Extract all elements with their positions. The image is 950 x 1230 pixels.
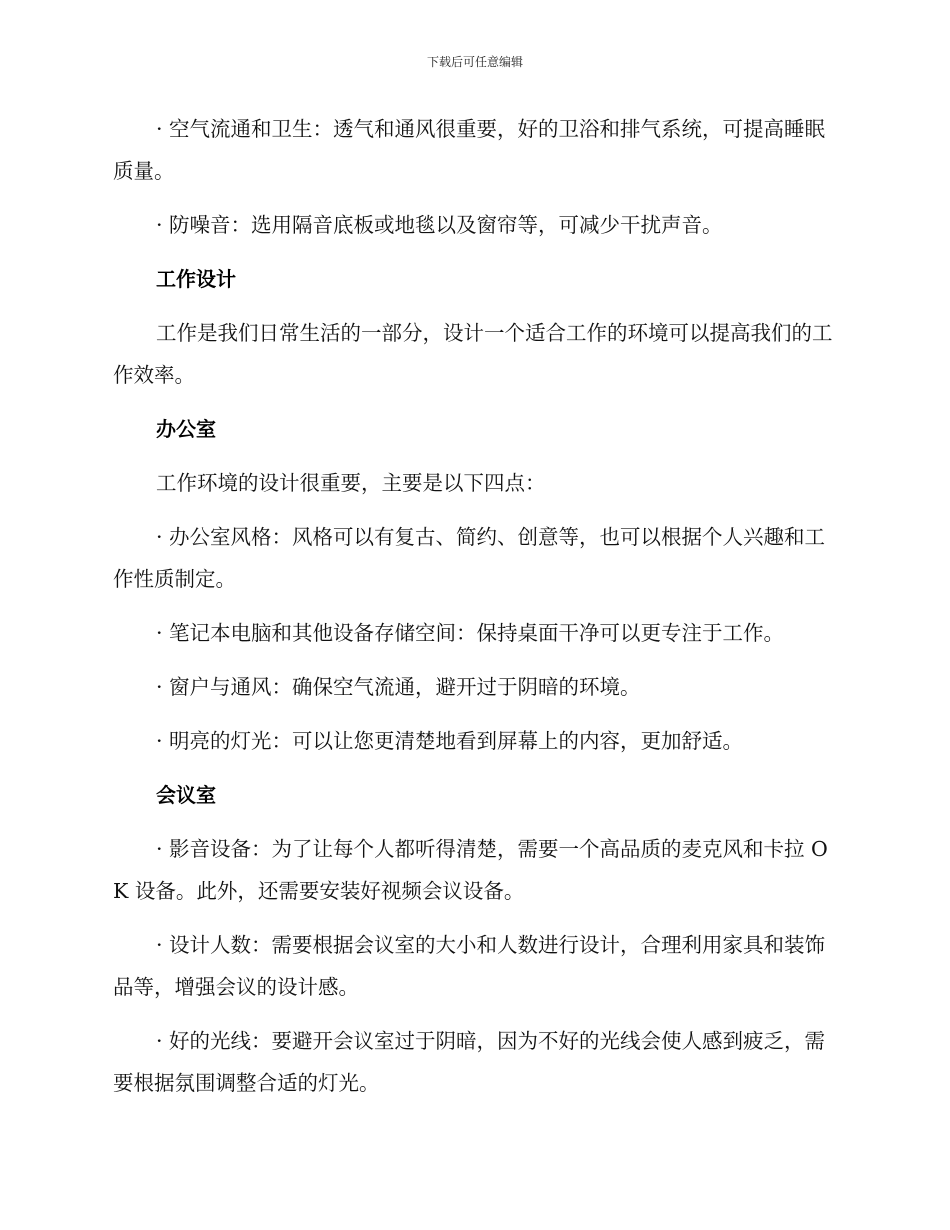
- paragraph-gap: [113, 1008, 837, 1020]
- header-note: 下载后可任意编辑: [426, 55, 523, 69]
- paragraph-noise: · 防噪音：选用隔音底板或地毯以及窗帘等，可减少干扰声音。: [156, 213, 723, 237]
- heading-meeting-room: 会议室: [156, 783, 216, 807]
- paragraph-work-intro: 工作是我们日常生活的一部分，设计一个适合工作的环境可以提高我们的工作效率。: [113, 321, 833, 387]
- paragraph-good-light: · 好的光线：要避开会议室过于阴暗，因为不好的光线会使人感到疲乏，需要根据氛围调整合适的灯光。: [113, 1029, 826, 1095]
- heading-work-design: 工作设计: [156, 267, 236, 291]
- paragraph-capacity: · 设计人数：需要根据会议室的大小和人数进行设计，合理利用家具和装饰品等，增强会议的设计感。: [113, 933, 826, 999]
- paragraph-office-style: · 办公室风格：风格可以有复古、简约、创意等，也可以根据个人兴趣和工作性质制定。: [113, 525, 826, 591]
- paragraph-gap: [113, 654, 837, 666]
- paragraph-windows: · 窗户与通风：确保空气流通，避开过于阴暗的环境。: [156, 675, 641, 699]
- paragraph-av-equipment: · 影音设备：为了让每个人都听得清楚，需要一个高品质的麦克风和卡拉 OK 设备。此外，还需要安装好视频会议设备。: [113, 837, 828, 903]
- paragraph-gap: [113, 396, 837, 408]
- paragraph-gap: [113, 246, 837, 258]
- paragraph-office-intro: 工作环境的设计很重要，主要是以下四点：: [156, 471, 546, 495]
- paragraph-gap: [113, 708, 837, 720]
- heading-office: 办公室: [156, 417, 216, 441]
- paragraph-air-hygiene: · 空气流通和卫生：透气和通风很重要，好的卫浴和排气系统，可提高睡眠质量。: [113, 117, 826, 183]
- paragraph-gap: [113, 450, 837, 462]
- paragraph-gap: [113, 300, 837, 312]
- paragraph-gap: [113, 912, 837, 924]
- paragraph-storage: · 笔记本电脑和其他设备存储空间：保持桌面干净可以更专注于工作。: [156, 621, 785, 645]
- paragraph-gap: [113, 762, 837, 774]
- document-body: [113, 108, 837, 1104]
- paragraph-gap: [113, 504, 837, 516]
- paragraph-gap: [113, 816, 837, 828]
- paragraph-gap: [113, 192, 837, 204]
- paragraph-lighting: · 明亮的灯光：可以让您更清楚地看到屏幕上的内容，更加舒适。: [156, 729, 744, 753]
- paragraph-gap: [113, 600, 837, 612]
